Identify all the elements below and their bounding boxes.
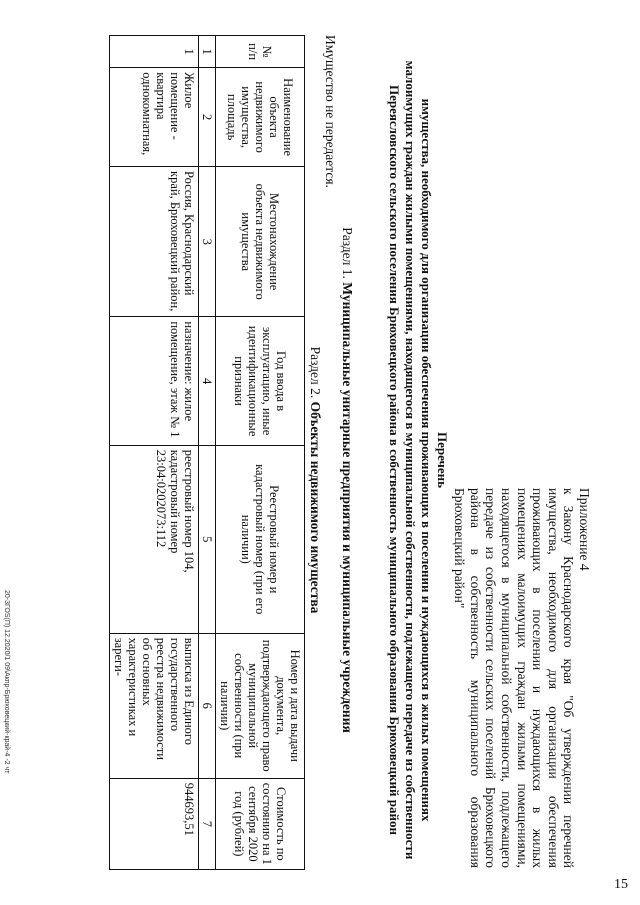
column-number: 3 bbox=[199, 167, 216, 317]
column-number: 7 bbox=[199, 778, 216, 869]
header-cell: Стоимость по состоянию на 1 сентября 2020 год (рублей) bbox=[216, 778, 305, 869]
column-number: 6 bbox=[199, 633, 216, 778]
header-cell: Наименование объекта недвижимого имущества, площадь bbox=[216, 68, 305, 167]
location-cell: Россия, Краснодарский край, Брюховецкий район, bbox=[110, 167, 199, 317]
page-number: 15 bbox=[614, 877, 628, 892]
section-2-title: Объекты недвижимого имущества bbox=[308, 401, 323, 614]
header-cell: Реестровый номер и кадастровый номер (при его наличии) bbox=[216, 445, 305, 633]
header-cell: Местонахождение объекта недвижимого имущества bbox=[216, 167, 305, 317]
object-name-cell: Жилое помещение - квартира однокомнатная, bbox=[110, 68, 199, 167]
value-cell: 944693,51 bbox=[110, 778, 199, 869]
section-1-note: Имущество не передается. bbox=[323, 35, 338, 188]
column-number: 4 bbox=[199, 317, 216, 445]
document-title bbox=[386, 60, 450, 860]
registry-number-cell: реестровый номер 104, кадастровый номер 23:04:0202073:112 bbox=[110, 445, 199, 633]
title-body: имущества, необходимого для организации обеспечения проживающих в поселении и нуждающихся в жилых помещениях малоимущих граждан жилыми помещениями, находящегося в муниципальной собственности, подлежащего передаче из собственности Переясловского сельского поселения Брюховецкого района в собственность муниципального образования Брюховецкий район bbox=[387, 60, 434, 860]
rotated-document-content bbox=[0, 30, 600, 870]
column-number-row bbox=[199, 36, 216, 870]
column-number: 5 bbox=[199, 445, 216, 633]
appendix-text: к Закону Краснодарского края "Об утверждении перечней имущества, необходимого для организации обеспечения проживающих в поселении и нуждающихся в жилых помещениях малоимущих граждан жилыми помещениями, находящегося в муниципальной собственности, подлежащего передаче из собственности сельских поселений Брюховецкого района в собственность муниципального образования Брюховецкий район" bbox=[452, 488, 577, 868]
appendix-block bbox=[452, 488, 592, 868]
identification-cell: назначение: жилое помещение, этаж № 1 bbox=[110, 317, 199, 445]
title-heading: Перечень bbox=[435, 431, 450, 489]
appendix-label: Приложение 4 bbox=[577, 488, 592, 571]
table-header-row bbox=[216, 36, 305, 870]
section-2-heading bbox=[307, 90, 323, 870]
column-number: 1 bbox=[199, 36, 216, 68]
document-code: 20-3ГОS(П) 12.2020/1 09\Акпр-Брюховецкий-край-4 -2 чт bbox=[3, 590, 10, 774]
header-cell: № п/п bbox=[216, 36, 305, 68]
column-number: 2 bbox=[199, 68, 216, 167]
table-row bbox=[110, 36, 199, 870]
section-1-prefix: Раздел 1. bbox=[340, 227, 355, 279]
property-table bbox=[109, 35, 305, 870]
header-cell: Год ввода в эксплуатацию, иные идентификационные признаки bbox=[216, 317, 305, 445]
row-number-cell: 1 bbox=[110, 36, 199, 68]
ownership-document-cell: выписка из Единого государственного реестра недвижимости об основных характеристиках и зареги- bbox=[110, 633, 199, 778]
section-1-heading bbox=[339, 90, 355, 870]
section-2-prefix: Раздел 2. bbox=[308, 346, 323, 399]
section-1-title: Муниципальные унитарные предприятия и муниципальные учреждения bbox=[340, 282, 355, 733]
header-cell: Номер и дата выдачи документа, подтверждающего право муниципальной собственности (при наличии) bbox=[216, 633, 305, 778]
